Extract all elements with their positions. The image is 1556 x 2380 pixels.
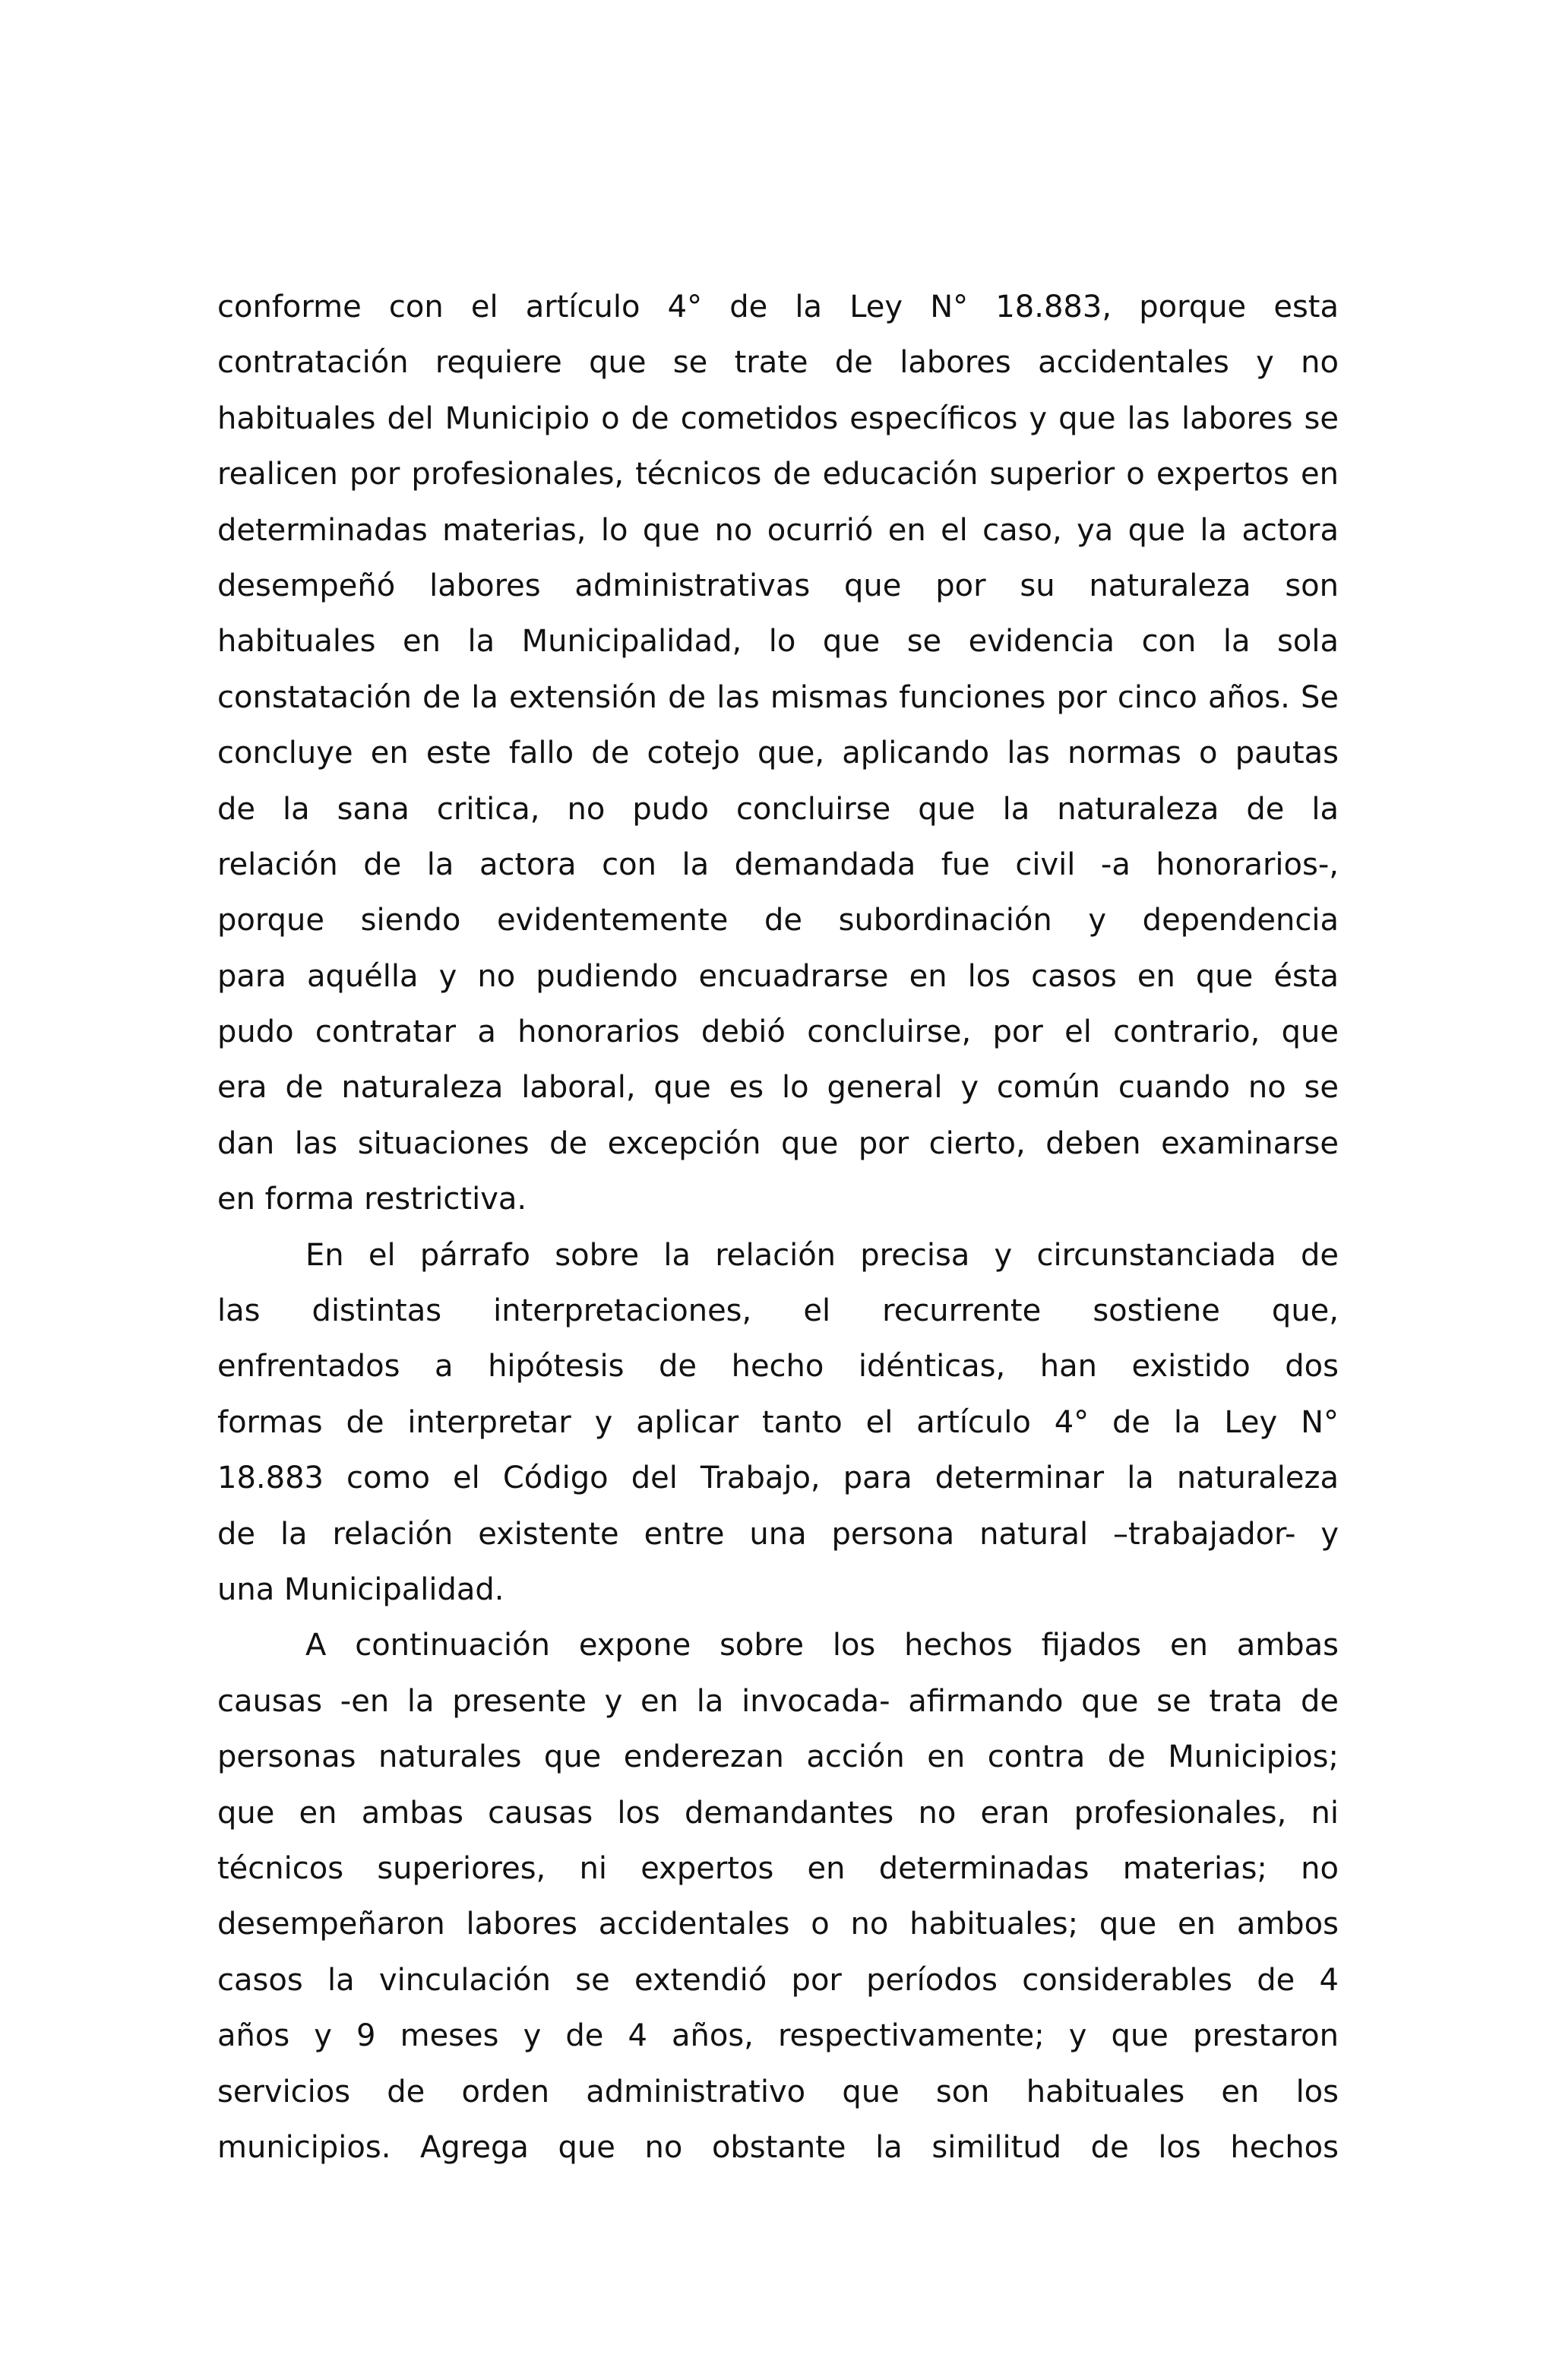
text-line: causas -en la presente y en la invocada- afirmando que se trata de	[217, 1683, 1339, 1719]
text-line: servicios de orden administrativo que son habituales en los	[217, 2074, 1339, 2109]
text-line: en forma restrictiva.	[217, 1182, 527, 1217]
text-line: pudo contratar a honorarios debió concluirse, por el contrario, que	[217, 1014, 1339, 1050]
text-line: determinadas materias, lo que no ocurrió en el caso, ya que la actora	[217, 512, 1339, 548]
text-line: concluye en este fallo de cotejo que, aplicando las normas o pautas	[217, 736, 1339, 771]
text-line: casos la vinculación se extendió por períodos considerables de 4	[217, 1962, 1339, 1998]
text-line: las distintas interpretaciones, el recurrente sostiene que,	[217, 1293, 1339, 1329]
text-line: años y 9 meses y de 4 años, respectivamente; y que prestaron	[217, 2018, 1339, 2054]
text-line: enfrentados a hipótesis de hecho idénticas, han existido dos	[217, 1349, 1339, 1385]
text-line: era de naturaleza laboral, que es lo general y común cuando no se	[217, 1070, 1339, 1106]
text-line: conforme con el artículo 4° de la Ley N° 18.883, porque esta	[217, 290, 1339, 324]
text-line: constatación de la extensión de las mismas funciones por cinco años. Se	[217, 679, 1339, 715]
text-line: desempeñó labores administrativas que por su naturaleza son	[217, 568, 1339, 603]
paragraph-1	[217, 280, 1339, 1228]
text-line: técnicos superiores, ni expertos en determinadas materias; no	[217, 1850, 1339, 1886]
text-line: relación de la actora con la demandada fue civil -a honorarios-,	[217, 847, 1339, 882]
text-line: formas de interpretar y aplicar tanto el artículo 4° de la Ley N°	[217, 1404, 1339, 1440]
text-line: desempeñaron labores accidentales o no habituales; que en ambos	[217, 1907, 1339, 1942]
text-line: personas naturales que enderezan acción en contra de Municipios;	[217, 1739, 1339, 1775]
text-line: contratación requiere que se trate de labores accidentales y no	[217, 345, 1339, 381]
text-line: municipios. Agrega que no obstante la similitud de los hechos	[217, 2129, 1339, 2165]
text-line: que en ambas causas los demandantes no eran profesionales, ni	[217, 1795, 1339, 1831]
text-line: de la sana critica, no pudo concluirse que la naturaleza de la	[217, 791, 1339, 827]
paragraph-3	[217, 1618, 1339, 2176]
text-line: para aquélla y no pudiendo encuadrarse en los casos en que ésta	[217, 958, 1339, 994]
text-line: 18.883 como el Código del Trabajo, para determinar la naturaleza	[217, 1461, 1339, 1496]
document-body	[217, 280, 1339, 2176]
text-line: realicen por profesionales, técnicos de educación superior o expertos en	[217, 457, 1339, 492]
text-line: porque siendo evidentemente de subordinación y dependencia	[217, 903, 1339, 938]
text-line: dan las situaciones de excepción que por cierto, deben examinarse	[217, 1125, 1339, 1161]
text-line: de la relación existente entre una persona natural –trabajador- y	[217, 1516, 1339, 1552]
text-line: habituales en la Municipalidad, lo que se evidencia con la sola	[217, 624, 1339, 660]
text-line: En el párrafo sobre la relación precisa y circunstanciada de	[305, 1237, 1339, 1273]
paragraph-2	[217, 1228, 1339, 1619]
text-line: A continuación expone sobre los hechos fijados en ambas	[305, 1628, 1339, 1663]
text-line: una Municipalidad.	[217, 1571, 504, 1607]
text-line: habituales del Municipio o de cometidos específicos y que las labores se	[217, 400, 1339, 436]
